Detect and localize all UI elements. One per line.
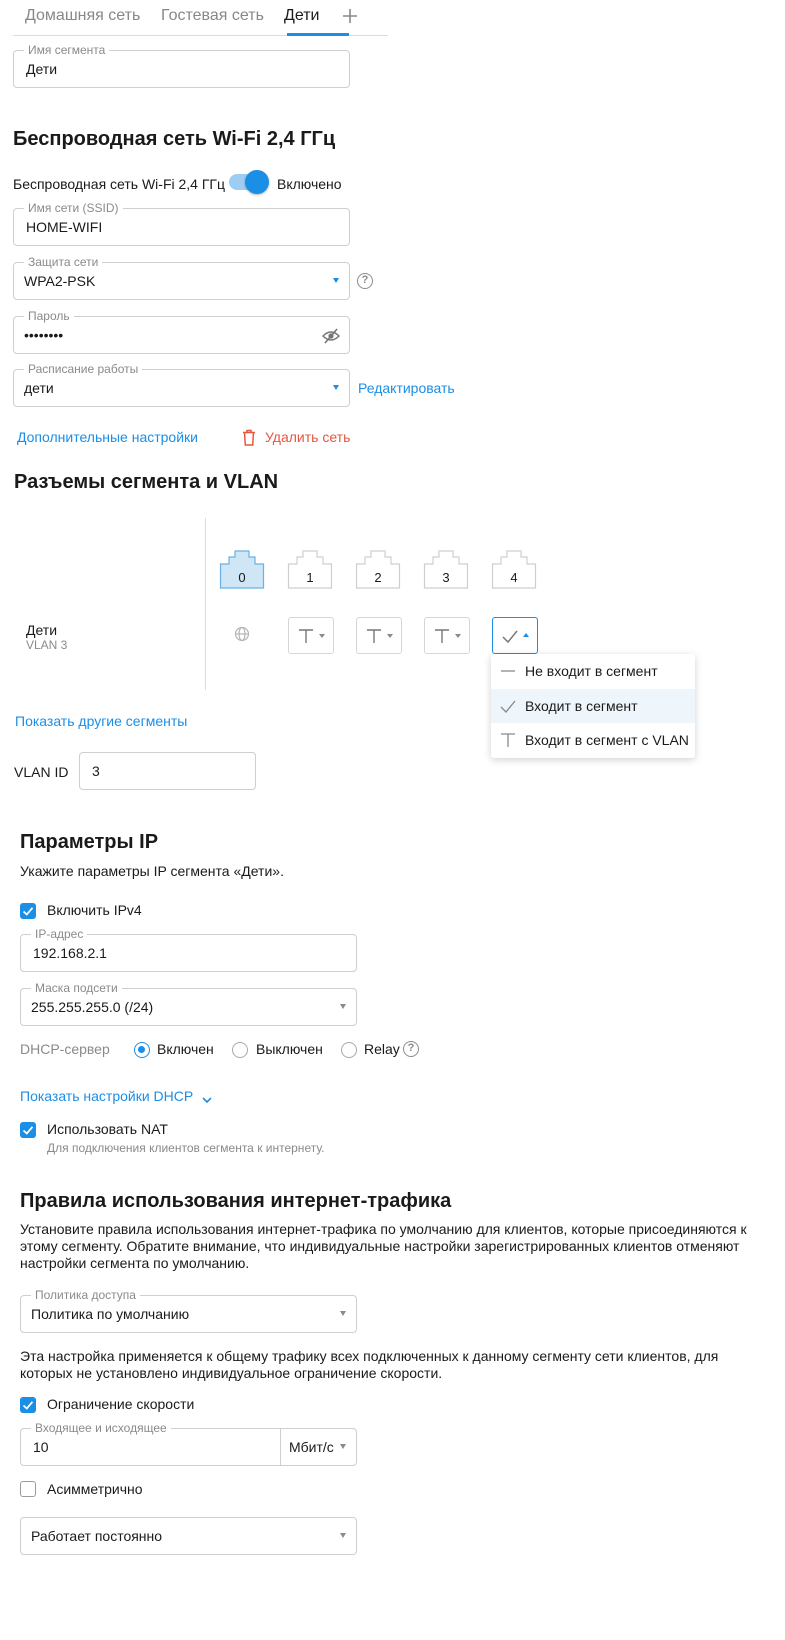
- speed-limit-value: 10: [33, 1439, 49, 1455]
- password-label: Пароль: [24, 309, 74, 323]
- edit-schedule-link[interactable]: Редактировать: [358, 380, 455, 396]
- port-3-membership-select[interactable]: [424, 617, 470, 654]
- vlan-tag-icon: [297, 627, 315, 645]
- segment-name-field[interactable]: [13, 43, 350, 88]
- tab-active-indicator: [287, 33, 349, 36]
- chevron-down-icon: [387, 634, 393, 638]
- dhcp-server-label: DHCP-сервер: [20, 1041, 110, 1057]
- chevron-down-icon: [340, 1004, 346, 1009]
- chevron-down-icon: [340, 1533, 346, 1538]
- password-field[interactable]: [13, 309, 350, 354]
- show-other-segments-link[interactable]: Показать другие сегменты: [15, 713, 188, 729]
- dhcp-off-label: Выключен: [256, 1041, 323, 1057]
- add-tab-button[interactable]: [340, 4, 360, 28]
- menu-item-member[interactable]: [491, 689, 695, 723]
- menu-item-member-vlan[interactable]: [491, 723, 695, 757]
- advanced-settings-link[interactable]: Дополнительные настройки: [17, 429, 198, 445]
- schedule-label: Расписание работы: [24, 362, 142, 376]
- port-4-membership-select[interactable]: [492, 617, 538, 654]
- subnet-mask-value: 255.255.255.0 (/24): [31, 999, 154, 1015]
- speed-unit-select[interactable]: Мбит/с: [289, 1439, 334, 1455]
- port-1: [287, 549, 333, 589]
- asymmetric-label: Асимметрично: [47, 1481, 143, 1497]
- vlan-tag-icon: [433, 627, 451, 645]
- vlan-id-input[interactable]: [79, 752, 256, 790]
- ip-address-label: IP-адрес: [31, 927, 87, 941]
- ip-address-value: 192.168.2.1: [33, 945, 107, 961]
- chevron-down-icon: [319, 634, 325, 638]
- dhcp-off-radio[interactable]: [232, 1042, 248, 1058]
- unit-divider: [280, 1429, 281, 1465]
- port-number: 2: [374, 570, 382, 585]
- chevron-up-icon: [523, 633, 529, 637]
- dhcp-relay-label: Relay: [364, 1041, 400, 1057]
- asymmetric-checkbox[interactable]: [20, 1481, 36, 1497]
- tab-kids[interactable]: Дети: [284, 7, 320, 24]
- nat-checkbox[interactable]: [20, 1122, 36, 1138]
- schedule-value: дети: [24, 380, 54, 396]
- limit-schedule-select[interactable]: [20, 1517, 357, 1555]
- menu-item-label: Не входит в сегмент: [525, 663, 658, 679]
- ssid-label: Имя сети (SSID): [24, 201, 123, 215]
- show-dhcp-settings-link[interactable]: Показать настройки DHCP: [20, 1088, 194, 1104]
- port-number: 4: [510, 570, 518, 585]
- nat-hint: Для подключения клиентов сегмента к интернету.: [47, 1141, 325, 1155]
- chevron-down-icon[interactable]: [201, 1092, 213, 1108]
- vlan-tag-icon: [500, 732, 516, 748]
- dash-icon: [500, 663, 516, 679]
- subnet-mask-label: Маска подсети: [31, 981, 122, 995]
- dhcp-relay-radio[interactable]: [341, 1042, 357, 1058]
- help-icon[interactable]: ?: [357, 273, 373, 289]
- menu-item-label: Входит в сегмент: [525, 698, 638, 714]
- speed-limit-field[interactable]: [20, 1421, 357, 1466]
- segment-name-value: Дети: [26, 61, 58, 77]
- port-0: [219, 549, 265, 589]
- security-select[interactable]: [13, 255, 350, 300]
- check-icon: [20, 1122, 36, 1138]
- port-3: [423, 549, 469, 589]
- port-number: 1: [306, 570, 314, 585]
- check-icon: [500, 698, 516, 714]
- ip-address-field[interactable]: [20, 927, 357, 972]
- chevron-down-icon: [340, 1311, 346, 1316]
- menu-item-not-member[interactable]: [491, 654, 695, 688]
- vlan-tag-icon: [365, 627, 383, 645]
- ports-divider: [205, 518, 206, 690]
- wifi-section-title: Беспроводная сеть Wi-Fi 2,4 ГГц: [13, 128, 336, 150]
- access-policy-select[interactable]: [20, 1288, 357, 1333]
- ip-section-description: Укажите параметры IP сегмента «Дети».: [20, 863, 284, 879]
- port-2: [355, 549, 401, 589]
- speed-limit-checkbox[interactable]: [20, 1397, 36, 1413]
- check-icon: [20, 1397, 36, 1413]
- check-icon: [501, 627, 519, 645]
- segment-row-name: Дети: [26, 622, 58, 638]
- subnet-mask-select[interactable]: [20, 981, 357, 1026]
- tab-guest-network[interactable]: Гостевая сеть: [161, 7, 264, 24]
- trash-icon: [242, 429, 256, 446]
- delete-network-label: Удалить сеть: [265, 429, 351, 445]
- security-label: Защита сети: [24, 255, 102, 269]
- password-value: ••••••••: [24, 327, 64, 343]
- ipv4-checkbox[interactable]: [20, 903, 36, 919]
- vlan-id-value: 3: [92, 763, 100, 779]
- port-number: 3: [442, 570, 450, 585]
- globe-icon: [234, 626, 250, 645]
- chevron-down-icon: [333, 385, 339, 390]
- port-1-membership-select[interactable]: [288, 617, 334, 654]
- wifi-toggle[interactable]: [229, 174, 265, 190]
- vlan-id-label: VLAN ID: [14, 764, 69, 780]
- plus-icon: [340, 4, 360, 28]
- ip-section-title: Параметры IP: [20, 831, 159, 853]
- chevron-down-icon: [340, 1444, 346, 1449]
- chevron-down-icon: [455, 634, 461, 638]
- port-2-membership-select[interactable]: [356, 617, 402, 654]
- traffic-section-description: Установите правила использования интернет-трафика по умолчанию для клиентов, которые присоединяются к этому сегменту. Обратите внимание, что индивидуальные настройки зарегистрированных клиентов отменяют настройки сегмента по умолчанию.: [20, 1221, 747, 1271]
- menu-item-label: Входит в сегмент с VLAN: [525, 732, 689, 748]
- ssid-field[interactable]: [13, 201, 350, 246]
- ipv4-label: Включить IPv4: [47, 902, 142, 918]
- traffic-section-title: Правила использования интернет-трафика: [20, 1190, 452, 1212]
- ssid-value: HOME-WIFI: [26, 219, 103, 235]
- ports-section-title: Разъемы сегмента и VLAN: [14, 471, 279, 493]
- eye-off-icon[interactable]: [321, 327, 341, 348]
- schedule-select[interactable]: [13, 362, 350, 407]
- segment-name-label: Имя сегмента: [24, 43, 109, 57]
- check-icon: [20, 903, 36, 919]
- security-value: WPA2-PSK: [24, 273, 96, 289]
- port-number: 0: [238, 570, 246, 585]
- help-icon[interactable]: ?: [403, 1041, 419, 1057]
- access-policy-value: Политика по умолчанию: [31, 1306, 190, 1322]
- access-policy-label: Политика доступа: [31, 1288, 140, 1302]
- dhcp-on-radio[interactable]: [134, 1042, 150, 1058]
- speed-limit-note: Эта настройка применяется к общему трафику всех подключенных к данному сегменту сети клиентов, для которых не установлено индивидуальное ограничение скорости.: [20, 1348, 719, 1381]
- membership-dropdown-menu: [491, 654, 695, 758]
- chevron-down-icon: [333, 278, 339, 283]
- wifi-toggle-label: Беспроводная сеть Wi-Fi 2,4 ГГц: [13, 176, 226, 192]
- port-4: [491, 549, 537, 589]
- segment-row-vlan: VLAN 3: [26, 638, 68, 652]
- dhcp-on-label: Включен: [157, 1041, 214, 1057]
- speed-limit-label: Ограничение скорости: [47, 1396, 195, 1412]
- speed-limit-field-label: Входящее и исходящее: [31, 1421, 171, 1435]
- limit-schedule-value: Работает постоянно: [31, 1528, 163, 1544]
- toggle-knob: [245, 170, 269, 194]
- wifi-toggle-state: Включено: [277, 176, 342, 192]
- tab-home-network[interactable]: Домашняя сеть: [25, 7, 141, 24]
- nat-label: Использовать NAT: [47, 1121, 168, 1137]
